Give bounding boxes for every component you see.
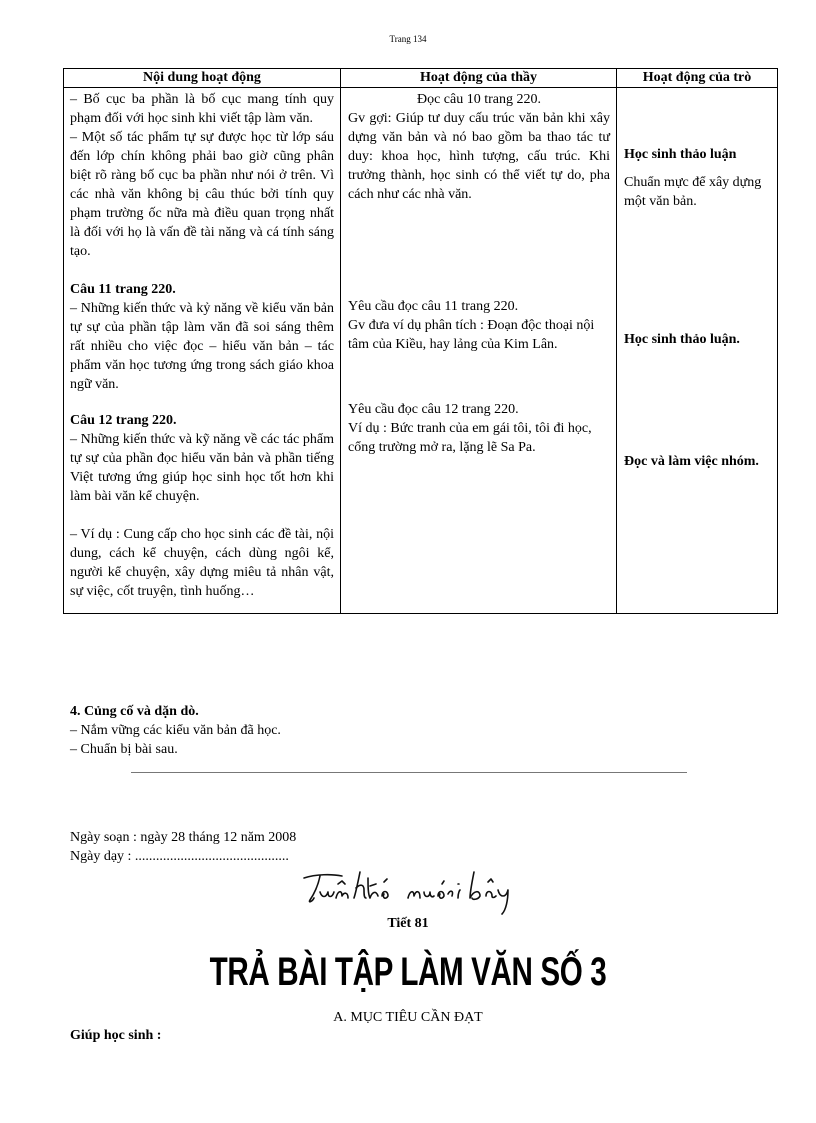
row1-content-2: – Một số tác phẩm tự sự được học từ lớp sáu đến lớp chín không phải bao giờ cũng phân biệt rõ ràng bố cục ba phần như nói ở trên. Vì các nhà văn không bị câu thúc bởi tính quy phạm trường ốc nữa mà điều quan trọng nhất là đối với họ là vấn đề tài năng và cá tính sáng tạo.: [70, 130, 334, 259]
table-header-row: [64, 69, 778, 88]
objectives-heading: A. MỤC TIÊU CẦN ĐẠT: [333, 1010, 483, 1025]
page-number: Trang 134: [389, 34, 427, 44]
student-cell: [617, 88, 778, 614]
row1-teacher-title: Đọc câu 10 trang 220.: [416, 92, 542, 107]
ngay-soan: Ngày soạn : ngày 28 tháng 12 năm 2008: [70, 830, 297, 845]
lesson-title: TRẢ BÀI TẬP LÀM VĂN SỐ 3: [209, 950, 607, 994]
lesson-number: Tiết 81: [387, 916, 429, 931]
row2-student-bold: Học sinh thảo luận.: [624, 332, 740, 347]
row1-teacher-text: Gv gợi: Giúp tư duy cấu trúc văn bản khi xây dựng văn bản và nó bao gồm ba thao tác tư duy: khoa học, hình tượng, cấu trúc. Khi trưởng thành, học sinh có thể viết tự do, pha cách như các nhà văn.: [348, 111, 610, 202]
row3-example: – Ví dụ : Cung cấp cho học sinh các đề tài, nội dung, cách kể chuyện, cách dùng ngôi kể, người kể chuyện, xây dựng miêu tả nhân vật, sự việc, cốt truyện, tình huống…: [70, 527, 334, 599]
ngay-day: Ngày dạy : ............................................: [70, 849, 289, 864]
header-student: Hoạt động của trò: [617, 69, 778, 88]
teacher-cell: [341, 88, 617, 614]
row2-title: Câu 11 trang 220.: [70, 282, 176, 297]
section4-item-2: – Chuẩn bị bài sau.: [70, 742, 178, 757]
section4-title: 4. Củng cố và dặn dò.: [70, 704, 199, 719]
row2-content: – Những kiến thức và kỷ năng về kiểu văn bản tự sự của phần tập làm văn đã soi sáng thêm rất nhiều cho việc đọc – hiểu văn bản – tác phẩm văn học tương ứng trong sách giáo khoa ngữ văn.: [70, 301, 334, 392]
table-row: [64, 88, 778, 614]
header-content: Nội dung hoạt động: [64, 69, 341, 88]
row1-content-1: – Bố cục ba phần là bố cục mang tính quy phạm đối với học sinh khi viết tập làm văn.: [70, 92, 334, 126]
row2-teacher-text: Gv đưa ví dụ phân tích : Đoạn độc thoại nội tâm của Kiều, hay lảng của Kim Lân.: [348, 318, 595, 352]
row3-teacher-text: Ví dụ : Bức tranh của em gái tôi, tôi đi học, cổng trường mở ra, lặng lẽ Sa Pa.: [348, 421, 592, 455]
row3-content: – Những kiến thức và kỹ năng về các tác phẩm tự sự của phần đọc hiểu văn bản và phần tiếng Việt tương ứng giúp học sinh học tốt hơn khi làm bài văn kể chuyện.: [70, 432, 334, 504]
handwritten-week-title: [298, 868, 528, 918]
row2-teacher-line1: Yêu cầu đọc câu 11 trang 220.: [348, 299, 519, 314]
content-cell: [64, 88, 341, 614]
row3-student-bold: Đọc và làm việc nhóm.: [624, 454, 759, 469]
row1-student-bold: Học sinh thảo luận: [624, 147, 737, 162]
row3-teacher-line1: Yêu cầu đọc câu 12 trang 220.: [348, 402, 519, 417]
row3-title: Câu 12 trang 220.: [70, 413, 177, 428]
section4-item-1: – Nắm vững các kiểu văn bản đã học.: [70, 723, 281, 738]
lesson-table: [63, 68, 778, 614]
row1-student-text: Chuẩn mực để xây dựng một văn bản.: [624, 175, 762, 209]
section4: [70, 702, 281, 759]
dates: [70, 828, 296, 866]
help-students-label: Giúp học sinh :: [70, 1028, 162, 1043]
header-teacher: Hoạt động của thầy: [341, 69, 617, 88]
divider: [131, 772, 687, 773]
